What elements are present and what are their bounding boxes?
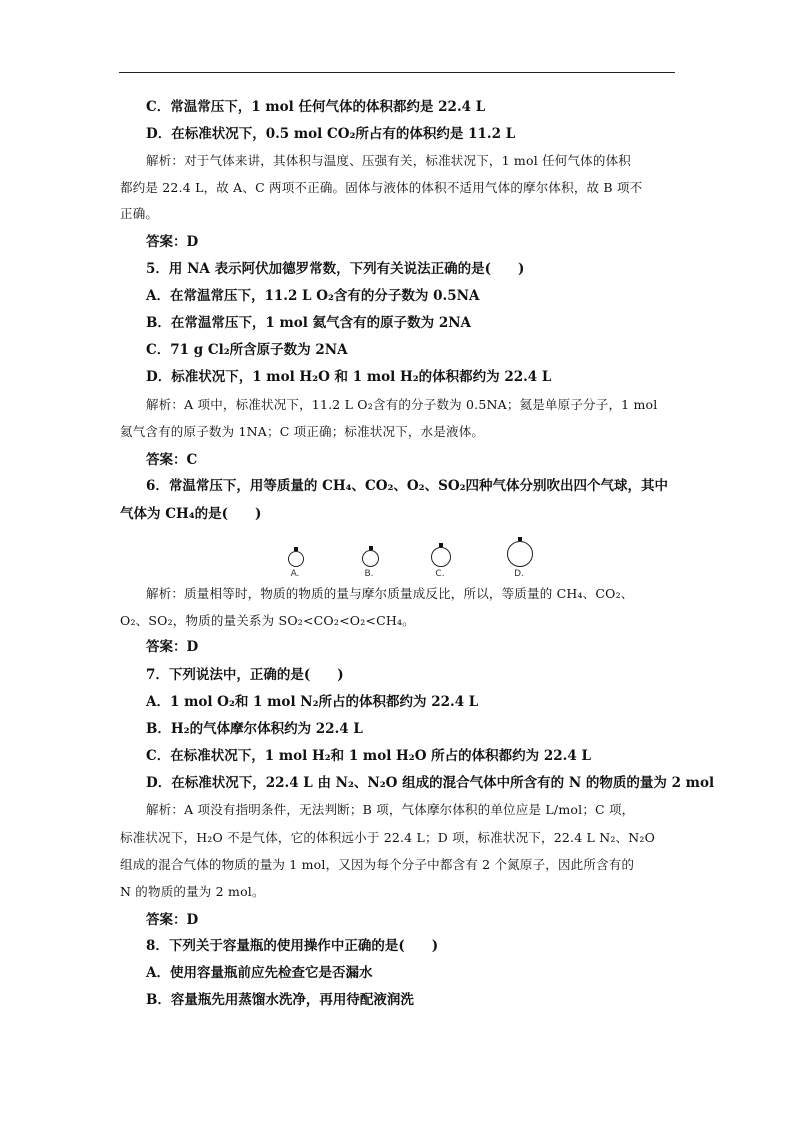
balloon-a-label: A. — [290, 569, 300, 579]
question-5-stem: 5．用 NA 表示阿伏加德罗常数，下列有关说法正确的是( ) — [146, 261, 525, 277]
answer-line: 答案：D — [146, 639, 199, 655]
analysis-line: 解析：质量相等时，物质的物质的量与摩尔质量成反比，所以，等质量的 CH₄、CO₂、 — [146, 586, 634, 601]
analysis-line: 氦气含有的原子数为 1NA；C 项正确；标准状况下，水是液体。 — [120, 424, 485, 439]
option-c-line: C．71 g Cl₂所含原子数为 2NA — [146, 342, 348, 358]
balloon-d-label: D. — [514, 569, 524, 579]
analysis-line: 组成的混合气体的物质的量为 1 mol，又因为每个分子中都含有 2 个氮原子，因此所含有的 — [120, 857, 635, 872]
balloon-figure — [280, 533, 540, 579]
option-d-line: D．在标准状况下，0.5 mol CO₂所占有的体积约是 11.2 L — [146, 126, 516, 142]
balloon-c — [431, 547, 451, 567]
question-6-stem: 6．常温常压下，用等质量的 CH₄、CO₂、O₂、SO₂四种气体分别吹出四个气球，其中 — [146, 478, 669, 494]
balloon-d — [507, 541, 533, 567]
option-b-line: B．H₂的气体摩尔体积约为 22.4 L — [146, 721, 363, 737]
answer-line: 答案：D — [146, 912, 199, 928]
analysis-line: 解析：A 项中，标准状况下，11.2 L O₂含有的分子数为 0.5NA；氦是单原子分子，1 mol — [146, 397, 658, 412]
header-rule — [119, 72, 675, 73]
analysis-line: N 的物质的量为 2 mol。 — [120, 884, 265, 899]
option-a-line: A．在常温常压下，11.2 L O₂含有的分子数为 0.5NA — [146, 288, 480, 304]
option-c-line: C．常温常压下，1 mol 任何气体的体积都约是 22.4 L — [146, 99, 486, 115]
balloon-a — [288, 551, 304, 567]
question-8-stem: 8．下列关于容量瓶的使用操作中正确的是( ) — [146, 938, 439, 954]
option-a-line: A．1 mol O₂和 1 mol N₂所占的体积都约为 22.4 L — [146, 694, 479, 710]
analysis-line: 标准状况下，H₂O 不是气体，它的体积远小于 22.4 L；D 项，标准状况下，22.4 L N₂、N₂O — [120, 830, 656, 845]
option-a-line: A．使用容量瓶前应先检查它是否漏水 — [146, 965, 373, 981]
option-b-line: B．在常温常压下，1 mol 氦气含有的原子数为 2NA — [146, 315, 472, 331]
option-b-line: B．容量瓶先用蒸馏水洗净，再用待配液润洗 — [146, 992, 414, 1008]
analysis-line: O₂、SO₂，物质的量关系为 SO₂<CO₂<O₂<CH₄。 — [120, 613, 415, 628]
option-c-line: C．在标准状况下，1 mol H₂和 1 mol H₂O 所占的体积都约为 22.4 L — [146, 748, 591, 764]
analysis-line: 都约是 22.4 L，故 A、C 两项不正确。固体与液体的体积不适用气体的摩尔体积，故 B 项不 — [120, 180, 643, 195]
option-d-line: D．在标准状况下，22.4 L 由 N₂、N₂O 组成的混合气体中所含有的 N 的物质的量为 2 mol — [146, 775, 715, 791]
answer-line: 答案：C — [146, 452, 198, 468]
answer-line: 答案：D — [146, 234, 199, 250]
analysis-line: 正确。 — [120, 206, 159, 221]
analysis-line: 解析：对于气体来讲，其体积与温度、压强有关，标准状况下，1 mol 任何气体的体积 — [146, 153, 631, 168]
question-6-stem-cont: 气体为 CH₄的是( ) — [120, 506, 262, 522]
balloon-b-label: B. — [364, 569, 374, 579]
balloon-b — [362, 550, 379, 567]
analysis-line: 解析：A 项没有指明条件，无法判断；B 项，气体摩尔体积的单位应是 L/mol；C 项， — [146, 802, 635, 817]
balloon-c-label: C. — [435, 569, 445, 579]
option-d-line: D．标准状况下，1 mol H₂O 和 1 mol H₂的体积都约为 22.4 L — [146, 369, 552, 385]
question-7-stem: 7．下列说法中，正确的是( ) — [146, 667, 344, 683]
